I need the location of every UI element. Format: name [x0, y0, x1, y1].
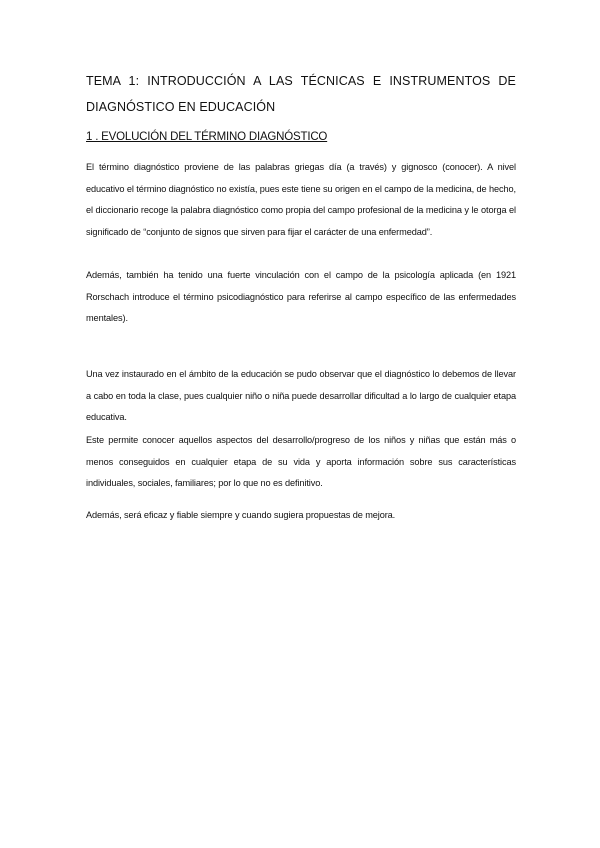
paragraph-psychology: Además, también ha tenido una fuerte vinculación con el campo de la psicología aplicada (en 1921 Rorschach introduce el término psicodiagnóstico para referirse al campo específico de las enfermedades mentales).	[86, 270, 516, 324]
paragraph-improvement: Además, será eficaz y fiable siempre y cuando sugiera propuestas de mejora.	[86, 510, 396, 520]
paragraph-education: Una vez instaurado en el ámbito de la educación se pudo observar que el diagnóstico lo debemos de llevar a cabo en toda la clase, pues cualquier niño o niña puede desarrollar dificultad a lo largo de cualquier etapa educativa.	[86, 369, 516, 423]
paragraph-progress: Este permite conocer aquellos aspectos del desarrollo/progreso de los niños y niñas que están más o menos conseguidos en cualquier etapa de su vida y aporta información sobre sus características individuales, sociales, familiares; por lo que no es definitivo.	[86, 435, 516, 489]
page-title: TEMA 1: INTRODUCCIÓN A LAS TÉCNICAS E INSTRUMENTOS DE DIAGNÓSTICO EN EDUCACIÓN	[86, 74, 516, 114]
section-heading: 1 . EVOLUCIÓN DEL TÉRMINO DIAGNÓSTICO	[86, 131, 328, 143]
paragraph-origin: El término diagnóstico proviene de las palabras griegas día (a través) y gignosco (conocer). A nivel educativo el término diagnóstico no existía, pues este tiene su origen en el campo de la medicina, de hecho, el diccionario recoge la palabra diagnóstico como propia del campo profesional de la medicina y le otorga el significado de “conjunto de signos que sirven para fijar el carácter de una enfermedad”.	[86, 162, 516, 237]
